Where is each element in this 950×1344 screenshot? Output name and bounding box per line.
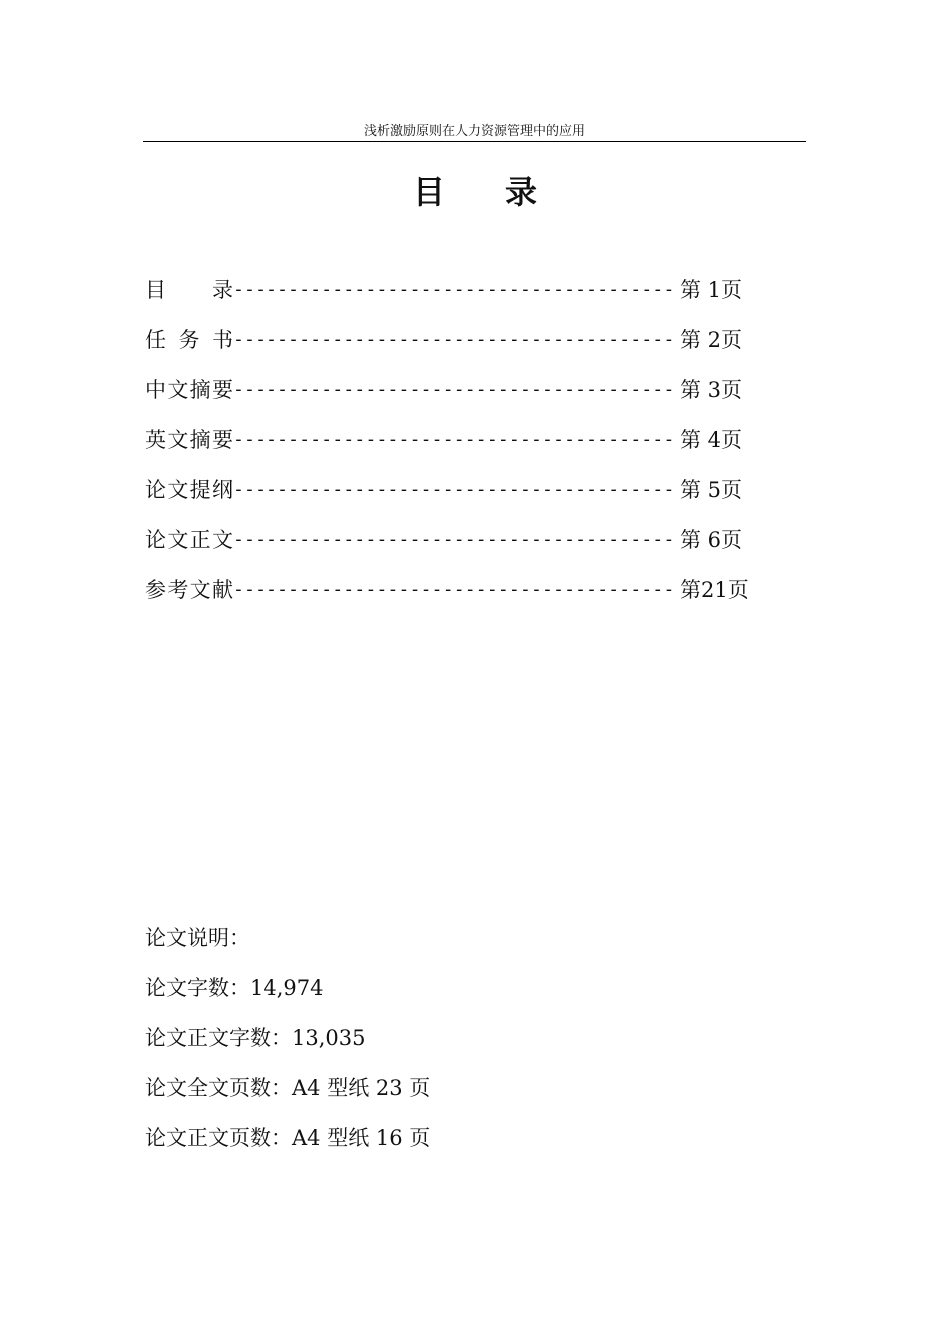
note-line: 论文正文字数：13,035 — [145, 1026, 366, 1050]
table-of-contents — [145, 272, 785, 622]
toc-leader: ---------------------------------------- — [233, 529, 675, 550]
toc-page-number: 第 3页 — [680, 378, 743, 402]
note-line: 论文字数：14,974 — [145, 976, 324, 1000]
toc-label: 论文正文 — [145, 528, 233, 552]
toc-entry[interactable] — [145, 272, 785, 322]
toc-leader: ---------------------------------------- — [233, 279, 675, 300]
toc-page-number: 第 5页 — [680, 478, 743, 502]
toc-entry[interactable] — [145, 572, 785, 622]
toc-label: 英文摘要 — [145, 428, 233, 452]
thesis-notes — [145, 920, 430, 1170]
note-line: 论文全文页数：A4 型纸 23 页 — [145, 1076, 431, 1100]
toc-page-number: 第 6页 — [680, 528, 743, 552]
toc-entry[interactable] — [145, 472, 785, 522]
toc-label: 中文摘要 — [145, 378, 233, 402]
toc-page-number: 第 4页 — [680, 428, 743, 452]
toc-label: 目 录 — [145, 278, 233, 302]
toc-page-number: 第21页 — [680, 578, 749, 602]
toc-entry[interactable] — [145, 422, 785, 472]
toc-leader: ---------------------------------------- — [233, 479, 675, 500]
page-title: 目录 — [412, 173, 597, 211]
toc-entry[interactable] — [145, 522, 785, 572]
notes-heading: 论文说明： — [145, 926, 250, 950]
toc-leader: ---------------------------------------- — [233, 429, 675, 450]
running-header: 浅析激励原则在人力资源管理中的应用 — [363, 124, 585, 139]
header-rule — [143, 141, 806, 142]
toc-page-number: 第 1页 — [680, 278, 743, 302]
toc-leader: ---------------------------------------- — [233, 579, 675, 600]
toc-page-number: 第 2页 — [680, 328, 743, 352]
toc-label: 参考文献 — [145, 578, 233, 602]
toc-entry[interactable] — [145, 372, 785, 422]
toc-leader: ---------------------------------------- — [233, 379, 675, 400]
toc-label: 论文提纲 — [145, 478, 233, 502]
toc-entry[interactable] — [145, 322, 785, 372]
toc-label: 任务书 — [145, 328, 233, 352]
note-line: 论文正文页数：A4 型纸 16 页 — [145, 1126, 431, 1150]
toc-leader: ---------------------------------------- — [233, 329, 675, 350]
